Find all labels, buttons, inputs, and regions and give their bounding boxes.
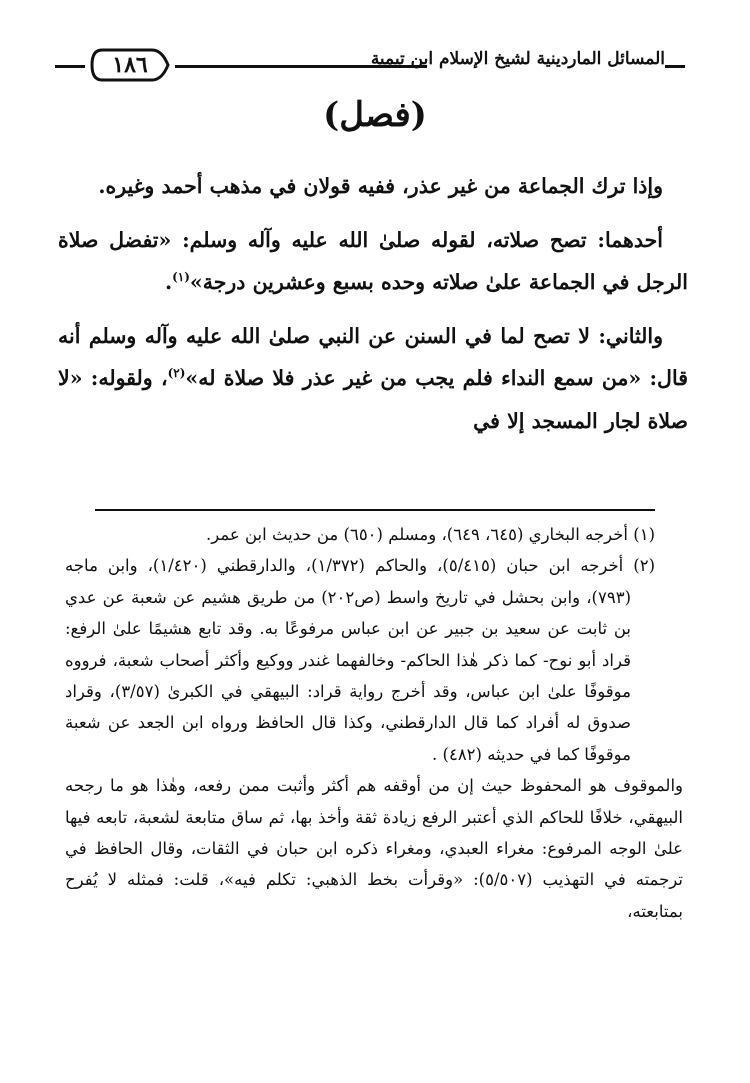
- footnote-1: (١) أخرجه البخاري (٦٤٥، ٦٤٩)، ومسلم (٦٥٠) من حديث ابن عمر.: [206, 525, 655, 544]
- footnote-2-continuation: والموقوف هو المحفوظ حيث إن من أوقفه هم أكثر وأثبت ممن رفعه، وهٰذا هو ما رجحه البيهقي، خلافًا للحاكم الذي أعتبر الرفع زيادة ثقة وأخذ بها، ثم ساق متابعة لشعبة، تابعه فيها علىٰ الوجه المرفوع: مغراء العبدي، ومغراء ذكره ابن حبان في الثقات، وقال الحافظ في ترجمته في التهذيب (٥/٥٠٧): «وقرأت بخط الذهبي: تكلم فيه»، قلت: فمثله لا يُفرح بمتابعته،: [65, 776, 683, 921]
- section-heading: (فصل): [323, 95, 427, 135]
- page-number: ١٨٦: [112, 52, 148, 78]
- footnote-ref-2: (٢): [167, 366, 186, 381]
- page-number-badge: [90, 48, 170, 82]
- paragraph-1: وإذا ترك الجماعة من غير عذر، ففيه قولان في مذهب أحمد وغيره.: [98, 174, 663, 198]
- header-rule-left: [55, 65, 85, 68]
- paragraph-3-text-a: والثاني: لا تصح لما في السنن عن النبي صلىٰ الله عليه وآله وسلم أنه قال: «من سمع النداء فلم يجب من غير عذر فلا صلاة له»: [58, 323, 688, 390]
- paragraph-3-text-b: ، ولقوله: «لا صلاة لجار المسجد إلا في: [58, 366, 688, 433]
- header-rule-right: [665, 65, 685, 68]
- paragraph-2-text: أحدهما: تصح صلاته، لقوله صلىٰ الله عليه وآله وسلم: «تفضل صلاة الرجل في الجماعة علىٰ صلاته وحده بسبع وعشرين درجة»: [58, 227, 688, 294]
- paragraph-2: أحدهما: تصح صلاته، لقوله صلىٰ الله عليه وآله وسلم: «تفضل صلاة الرجل في الجماعة علىٰ صلاته وحده بسبع وعشرين درجة»$^{(١)}$.: [58, 227, 688, 294]
- paragraph-3: [58, 315, 688, 443]
- running-title: المسائل الماردينية لشيخ الإسلام ابن تيمية: [370, 49, 665, 69]
- footnote-separator: [95, 509, 655, 511]
- footnote-ref-1: (١): [172, 270, 190, 285]
- footnotes: [65, 519, 683, 927]
- footnote-2: (٢) أخرجه ابن حبان (٥/٤١٥)، والحاكم (١/٣٧٢)، والدارقطني (١/٤٢٠)، وابن ماجه (٧٩٣)، وابن بحشل في تاريخ واسط (ص٢٠٢) من طريق هشيم عن شعبة عن عدي بن ثابت عن سعيد بن جبير عن ابن عباس مرفوعًا به. وقد تابع هشيمًا علىٰ الرفع: قراد أبو نوح- كما ذكر هٰذا الحاكم- وخالفهما غندر ووكيع وأكثر أصحاب شعبة، فرووه موقوفًا علىٰ ابن عباس، وقد أخرج رواية قراد: البيهقي في الكبرىٰ (٣/٥٧)، وقراد صدوق له أفراد كما قال الدارقطني، وكذا قال الحافظ ورواه ابن الجعد عن شعبة موقوفًا كما في حديثه (٤٨٢) .: [65, 556, 655, 764]
- main-text: [58, 165, 688, 442]
- page-header: [55, 45, 685, 95]
